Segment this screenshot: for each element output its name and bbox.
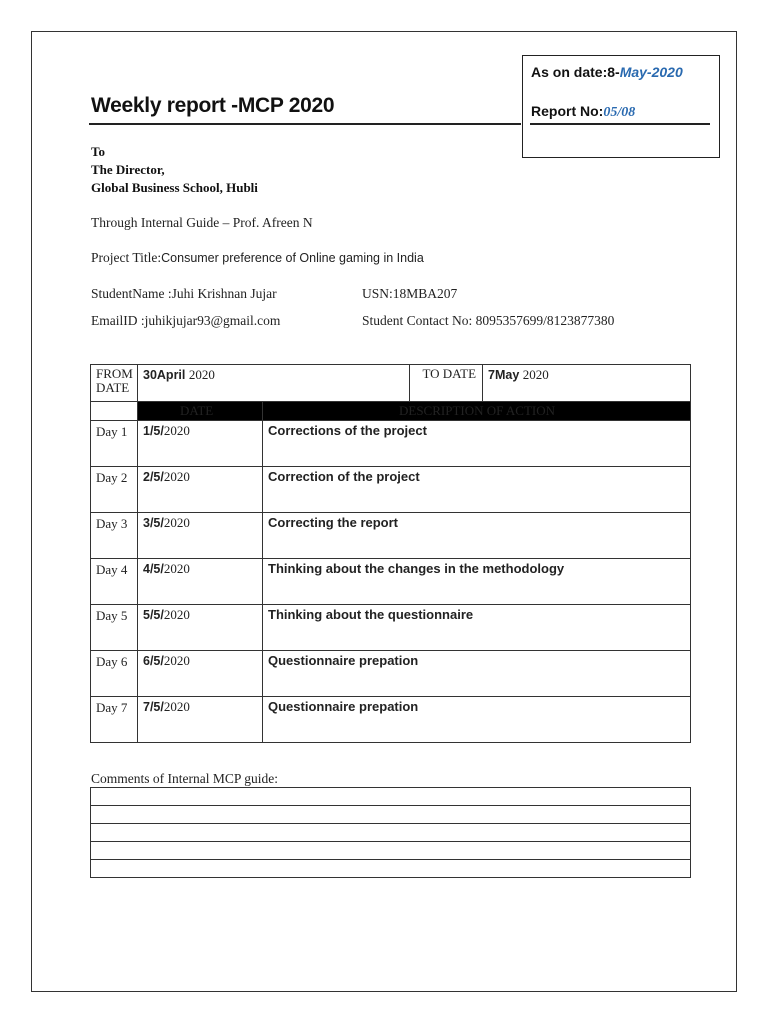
address-line-2: Global Business School, Hubli bbox=[91, 180, 258, 195]
date-cell: 6/5/2020 bbox=[138, 651, 263, 697]
comment-line[interactable] bbox=[90, 787, 691, 806]
date-cell: 3/5/2020 bbox=[138, 513, 263, 559]
activity-table bbox=[90, 364, 691, 743]
student-contact: Student Contact No: 8095357699/8123877380 bbox=[362, 313, 615, 328]
report-number-label: Report No: bbox=[531, 103, 604, 119]
student-email: EmailID :juhikjujar93@gmail.com bbox=[91, 313, 281, 328]
description-cell: Correcting the report bbox=[263, 513, 691, 559]
to-date-label: TO DATE bbox=[410, 365, 483, 402]
description-cell: Correction of the project bbox=[263, 467, 691, 513]
as-on-date bbox=[531, 64, 683, 80]
table-row bbox=[91, 421, 691, 467]
day-cell: Day 6 bbox=[91, 651, 138, 697]
day-cell: Day 1 bbox=[91, 421, 138, 467]
student-usn: USN:18MBA207 bbox=[362, 286, 458, 301]
table-row bbox=[91, 651, 691, 697]
table-row bbox=[91, 467, 691, 513]
comments-label: Comments of Internal MCP guide: bbox=[91, 771, 278, 786]
comment-line[interactable] bbox=[90, 860, 691, 878]
project-title-label: Project Title: bbox=[91, 250, 162, 265]
date-cell: 7/5/2020 bbox=[138, 697, 263, 743]
project-title bbox=[91, 250, 424, 266]
comments-box[interactable] bbox=[90, 787, 691, 878]
description-cell: Thinking about the changes in the methodology bbox=[263, 559, 691, 605]
to-date-value: 7May 2020 bbox=[483, 365, 691, 402]
column-header-description: DESCRIPTION OF ACTION bbox=[263, 402, 691, 421]
internal-guide: Through Internal Guide – Prof. Afreen N bbox=[91, 215, 313, 230]
column-header-row bbox=[91, 402, 691, 421]
day-cell: Day 5 bbox=[91, 605, 138, 651]
comment-line[interactable] bbox=[90, 824, 691, 842]
date-cell: 5/5/2020 bbox=[138, 605, 263, 651]
description-cell: Thinking about the questionnaire bbox=[263, 605, 691, 651]
report-number-value: 05/08 bbox=[603, 105, 636, 120]
as-on-date-label: As on date:8- bbox=[531, 64, 620, 80]
table-row bbox=[91, 697, 691, 743]
column-header-date: DATE bbox=[138, 402, 263, 421]
as-on-date-value: May-2020 bbox=[619, 64, 683, 80]
info-underline bbox=[530, 123, 710, 125]
student-name: StudentName :Juhi Krishnan Jujar bbox=[91, 286, 277, 301]
period-row bbox=[91, 365, 691, 402]
date-cell: 1/5/2020 bbox=[138, 421, 263, 467]
project-title-value: Consumer preference of Online gaming in India bbox=[161, 251, 424, 265]
report-number bbox=[531, 103, 635, 121]
description-cell: Questionnaire prepation bbox=[263, 651, 691, 697]
table-row bbox=[91, 513, 691, 559]
comment-line[interactable] bbox=[90, 842, 691, 860]
day-cell: Day 7 bbox=[91, 697, 138, 743]
from-date-label: FROM DATE bbox=[91, 365, 138, 402]
table-row bbox=[91, 605, 691, 651]
date-cell: 4/5/2020 bbox=[138, 559, 263, 605]
address-line-1: The Director, bbox=[91, 162, 165, 177]
date-cell: 2/5/2020 bbox=[138, 467, 263, 513]
description-cell: Questionnaire prepation bbox=[263, 697, 691, 743]
table-row bbox=[91, 559, 691, 605]
day-cell: Day 2 bbox=[91, 467, 138, 513]
title-underline bbox=[89, 123, 521, 125]
day-cell: Day 3 bbox=[91, 513, 138, 559]
day-cell: Day 4 bbox=[91, 559, 138, 605]
comment-line[interactable] bbox=[90, 806, 691, 824]
from-date-value: 30April 2020 bbox=[138, 365, 410, 402]
address-to: To bbox=[91, 144, 105, 159]
description-cell: Corrections of the project bbox=[263, 421, 691, 467]
report-title: Weekly report -MCP 2020 bbox=[91, 94, 335, 117]
